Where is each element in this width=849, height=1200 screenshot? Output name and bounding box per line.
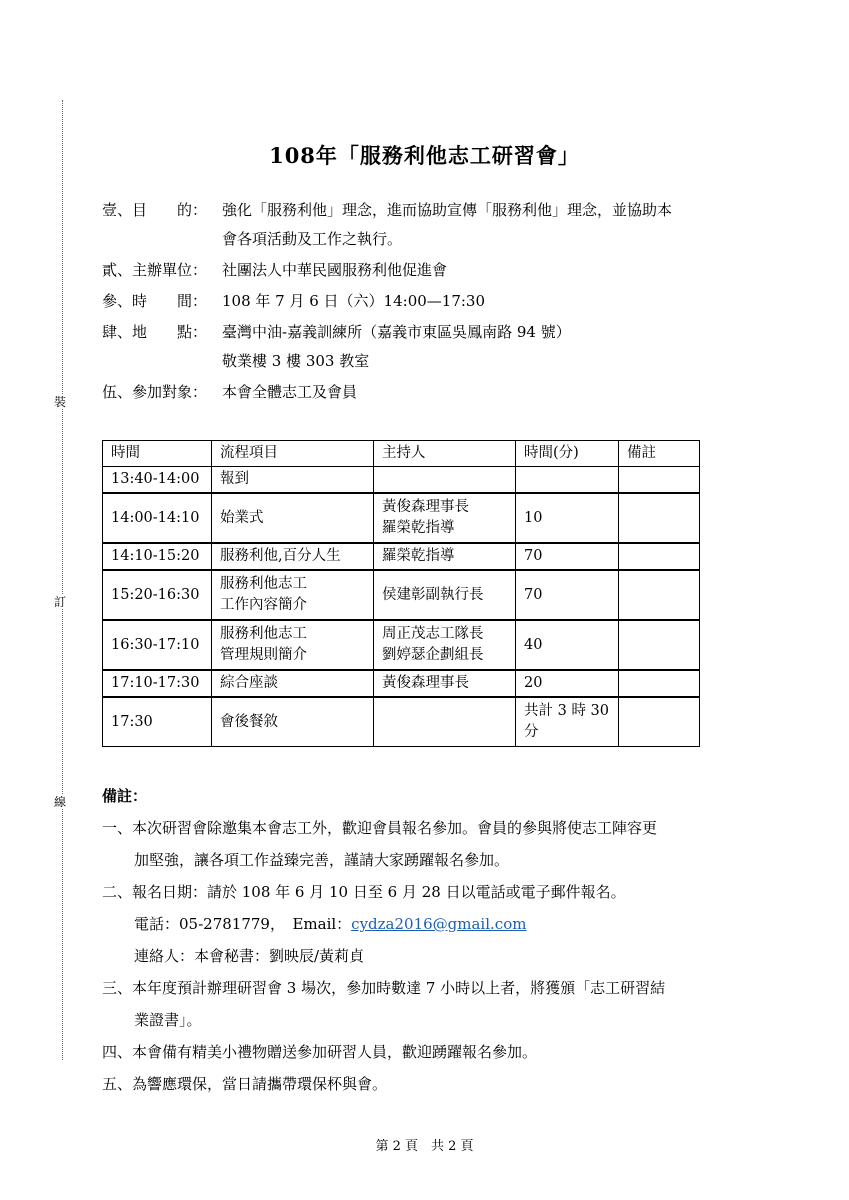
table-row xyxy=(103,570,700,620)
cell-item: 服務利他志工 管理規則簡介 xyxy=(212,620,374,670)
cell-note xyxy=(619,697,700,747)
table-row xyxy=(103,493,700,543)
info-value: 108 年 7 月 6 日（六）14:00—17:30 xyxy=(222,292,486,310)
column-header-item: 流程項目 xyxy=(212,441,374,467)
column-header-minutes: 時間(分) xyxy=(516,441,619,467)
cell-time: 13:40-14:00 xyxy=(103,467,212,494)
phone-email-label: 電話：05-2781779， Email： xyxy=(134,915,352,933)
cell-minutes: 10 xyxy=(516,493,619,543)
cell-host xyxy=(374,467,516,494)
note-contact-person: 連絡人：本會秘書：劉映辰/黃莉貞 xyxy=(134,947,365,965)
info-label: 壹、目 的： xyxy=(102,201,208,219)
info-label: 肆、地 點： xyxy=(102,323,208,341)
info-label: 伍、參加對象： xyxy=(102,383,208,401)
info-continuation: 會各項活動及工作之執行。 xyxy=(222,230,403,248)
info-time xyxy=(102,291,752,311)
info-value: 強化「服務利他」理念，進而協助宣傳「服務利他」理念，並協助本 xyxy=(222,201,673,219)
cell-note xyxy=(619,670,700,697)
cell-time: 17:10-17:30 xyxy=(103,670,212,697)
cell-host: 周正茂志工隊長 劉婷瑟企劃組長 xyxy=(374,620,516,670)
table-header-row xyxy=(103,441,700,467)
email-link[interactable]: cydza2016@gmail.com xyxy=(351,915,527,933)
info-value: 本會全體志工及會員 xyxy=(222,383,358,401)
info-continuation: 敬業樓 3 樓 303 教室 xyxy=(222,352,370,370)
cell-note xyxy=(619,570,700,620)
cell-minutes xyxy=(516,467,619,494)
cell-time: 16:30-17:10 xyxy=(103,620,212,670)
note-item: 一、本次研習會除邀集本會志工外，歡迎會員報名參加。會員的參與將使志工陣容更 xyxy=(102,819,658,837)
table-row xyxy=(103,543,700,570)
note-item: 二、報名日期：請於 108 年 6 月 10 日至 6 月 28 日以電話或電子郵件報名。 xyxy=(102,883,626,901)
cell-minutes: 40 xyxy=(516,620,619,670)
column-header-time: 時間 xyxy=(103,441,212,467)
cell-minutes: 20 xyxy=(516,670,619,697)
info-value: 社團法人中華民國服務利他促進會 xyxy=(222,261,448,279)
cell-host: 黃俊森理事長 羅榮乾指導 xyxy=(374,493,516,543)
schedule-table xyxy=(102,440,700,747)
table-row xyxy=(103,467,700,494)
binding-mark-zhuang: 裝 xyxy=(54,395,67,409)
table-row xyxy=(103,620,700,670)
cell-note xyxy=(619,543,700,570)
cell-note xyxy=(619,620,700,670)
binding-line xyxy=(62,100,63,1060)
table-row xyxy=(103,697,700,747)
document-title: 108年「服務利他志工研習會」 xyxy=(269,143,580,168)
info-value: 臺灣中油-嘉義訓練所（嘉義市東區吳鳳南路 94 號） xyxy=(222,323,571,341)
event-info xyxy=(102,200,752,413)
info-place xyxy=(102,322,752,342)
cell-host: 侯建彰副執行長 xyxy=(374,570,516,620)
cell-note xyxy=(619,493,700,543)
cell-host: 羅榮乾指導 xyxy=(374,543,516,570)
cell-host xyxy=(374,697,516,747)
cell-item: 綜合座談 xyxy=(212,670,374,697)
cell-minutes: 共計 3 時 30 分 xyxy=(516,697,619,747)
cell-item: 會後餐敘 xyxy=(212,697,374,747)
notes-section xyxy=(102,786,752,1106)
schedule-body xyxy=(103,467,700,747)
cell-time: 15:20-16:30 xyxy=(103,570,212,620)
cell-time: 14:00-14:10 xyxy=(103,493,212,543)
column-header-host: 主持人 xyxy=(374,441,516,467)
cell-item: 服務利他,百分人生 xyxy=(212,543,374,570)
cell-item: 報到 xyxy=(212,467,374,494)
cell-time: 14:10-15:20 xyxy=(103,543,212,570)
info-purpose xyxy=(102,200,752,220)
cell-minutes: 70 xyxy=(516,543,619,570)
binding-mark-xian: 線 xyxy=(54,795,67,809)
info-organizer xyxy=(102,260,752,280)
note-continuation: 業證書」。 xyxy=(134,1011,202,1029)
cell-item: 服務利他志工 工作內容簡介 xyxy=(212,570,374,620)
binding-mark-ding: 訂 xyxy=(54,595,67,609)
info-label: 參、時 間： xyxy=(102,292,208,310)
page-footer: 第 2 頁 共 2 頁 xyxy=(375,1139,474,1154)
info-label: 貳、主辦單位： xyxy=(102,261,208,279)
column-header-note: 備註 xyxy=(619,441,700,467)
note-item: 三、本年度預計辦理研習會 3 場次，參加時數達 7 小時以上者，將獲頒「志工研習結 xyxy=(102,979,666,997)
cell-host: 黃俊森理事長 xyxy=(374,670,516,697)
cell-item: 始業式 xyxy=(212,493,374,543)
notes-heading: 備註： xyxy=(102,787,148,805)
table-row xyxy=(103,670,700,697)
cell-time: 17:30 xyxy=(103,697,212,747)
cell-note xyxy=(619,467,700,494)
info-attendees xyxy=(102,382,752,402)
note-item: 四、本會備有精美小禮物贈送參加研習人員，歡迎踴躍報名參加。 xyxy=(102,1043,538,1061)
cell-minutes: 70 xyxy=(516,570,619,620)
note-contact-info xyxy=(102,914,752,934)
note-item: 五、為響應環保，當日請攜帶環保杯與會。 xyxy=(102,1075,388,1093)
note-continuation: 加堅強，讓各項工作益臻完善，謹請大家踴躍報名參加。 xyxy=(134,851,510,869)
